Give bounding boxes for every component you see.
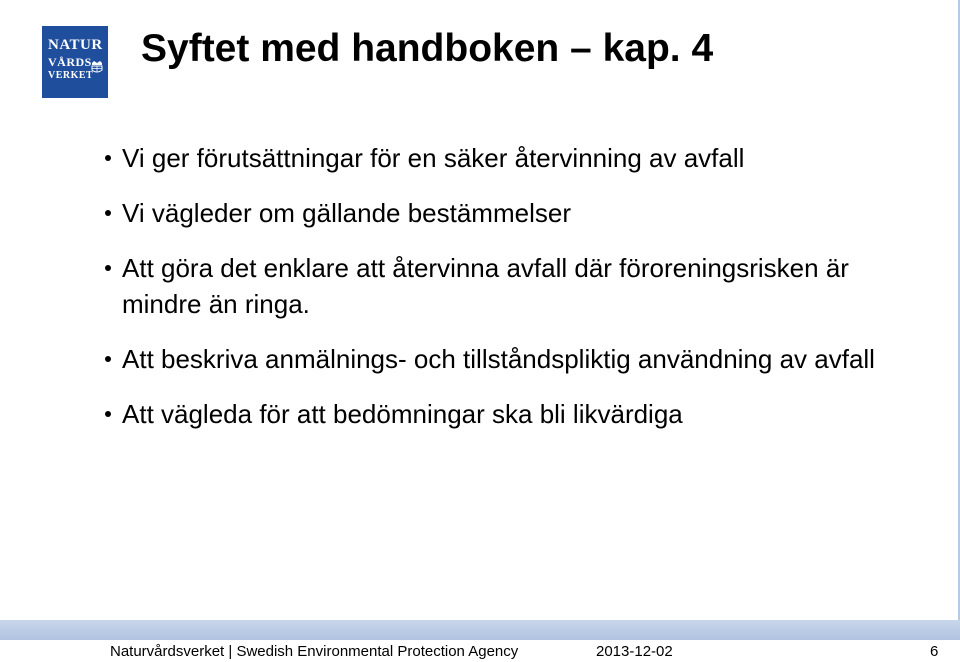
naturvardsverket-logo xyxy=(42,26,108,98)
footer-organization: Naturvårdsverket | Swedish Environmental Protection Agency xyxy=(110,643,519,660)
logo-line-1: NATUR xyxy=(48,37,103,53)
bullet-text: Vi vägleder om gällande bestämmelser xyxy=(122,198,571,228)
bullet-item xyxy=(100,140,920,176)
crown-crest-icon xyxy=(91,60,103,74)
bullet-text: Att göra det enklare att återvinna avfall där föroreningsrisken är mindre än ringa. xyxy=(122,253,849,319)
bullet-text: Att vägleda för att bedömningar ska bli likvärdiga xyxy=(122,399,683,429)
footer-date: 2013-12-02 xyxy=(596,643,673,660)
slide-title: Syftet med handboken – kap. 4 xyxy=(141,27,714,70)
bullet-text: Att beskriva anmälnings- och tillståndspliktig användning av avfall xyxy=(122,344,875,374)
footer xyxy=(0,640,960,662)
footer-band xyxy=(0,620,960,640)
footer-page-number: 6 xyxy=(930,643,939,660)
bullet-dot-icon xyxy=(105,265,111,271)
bullet-item xyxy=(100,195,920,231)
bullet-dot-icon xyxy=(105,411,111,417)
bullet-item xyxy=(100,250,920,322)
bullet-list xyxy=(100,140,920,451)
bullet-item xyxy=(100,341,920,377)
bullet-text: Vi ger förutsättningar för en säker återvinning av avfall xyxy=(122,143,745,173)
bullet-dot-icon xyxy=(105,356,111,362)
logo-line-3: VERKET xyxy=(48,70,94,81)
logo-line-2: VÅRDS xyxy=(48,55,92,69)
bullet-dot-icon xyxy=(105,155,111,161)
footer-band-gradient xyxy=(0,620,960,640)
bullet-item xyxy=(100,396,920,432)
bullet-dot-icon xyxy=(105,210,111,216)
